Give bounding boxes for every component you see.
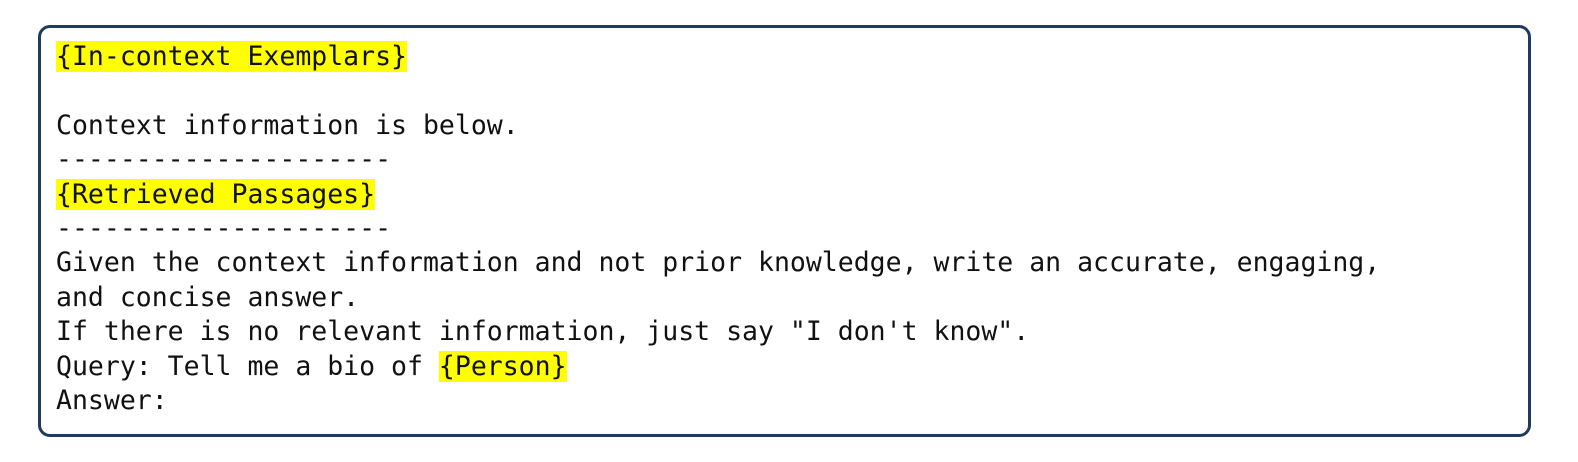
answer-label: Answer: bbox=[56, 384, 168, 416]
exemplars-placeholder: {In-context Exemplars} bbox=[56, 41, 407, 72]
separator-top: --------------------- bbox=[56, 144, 392, 176]
instruction-line-1: Given the context information and not prior knowledge, write an accurate, engaging, bbox=[56, 247, 1381, 279]
blank-line bbox=[56, 74, 1514, 108]
person-placeholder: {Person} bbox=[438, 350, 567, 382]
context-intro: Context information is below. bbox=[56, 109, 519, 141]
query-line bbox=[56, 350, 1514, 384]
prompt-template-box bbox=[38, 25, 1531, 437]
passages-placeholder: {Retrieved Passages} bbox=[56, 178, 376, 210]
exemplars-line bbox=[56, 40, 1514, 74]
fallback-instruction: If there is no relevant information, just say "I don't know". bbox=[56, 316, 1030, 348]
passages-line bbox=[56, 178, 1514, 212]
instruction-line-2: and concise answer. bbox=[56, 281, 360, 313]
separator-bottom: --------------------- bbox=[56, 212, 392, 244]
query-prefix: Query: Tell me a bio of bbox=[56, 350, 439, 382]
